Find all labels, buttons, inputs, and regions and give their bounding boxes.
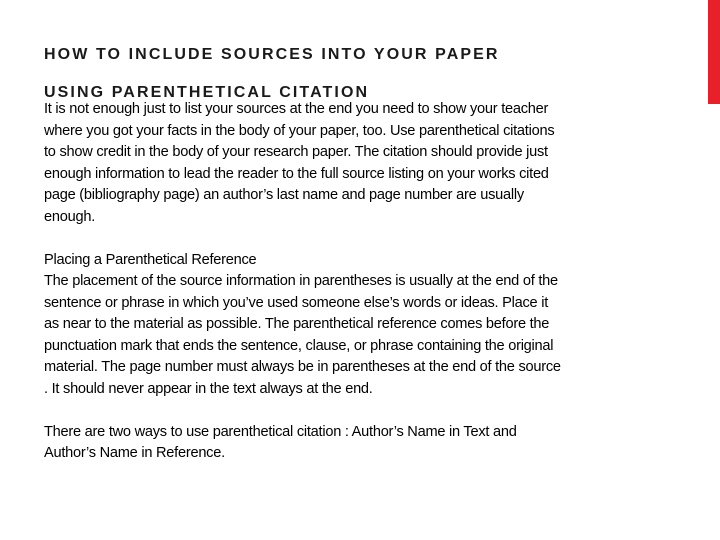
body-line: Placing a Parenthetical Reference (44, 251, 257, 268)
paragraph-intro (44, 99, 664, 228)
body-line: The placement of the source information in parentheses is usually at the end of the (44, 273, 558, 289)
body-line: page (bibliography page) an author’s last name and page number are usually (44, 187, 524, 203)
body-line: enough information to lead the reader to the full source listing on your works cited (44, 165, 549, 182)
body-line: material. The page number must always be in parentheses at the end of the source (44, 359, 561, 375)
body-line: to show credit in the body of your research paper. The citation should provide just (44, 144, 548, 160)
body-line: where you got your facts in the body of your paper, too. Use parenthetical citations (44, 122, 555, 139)
paragraph-placing (44, 250, 664, 401)
body-line: There are two ways to use parenthetical citation : Author’s Name in Text and (44, 423, 517, 440)
paragraph-gap (44, 400, 664, 422)
paragraph-gap (44, 228, 664, 250)
body-line: Author’s Name in Reference. (44, 445, 225, 461)
body-line: sentence or phrase in which you’ve used someone else’s words or ideas. Place it (44, 294, 549, 311)
body-line: as near to the material as possible. The parenthetical reference comes before the (44, 316, 550, 332)
title-line: USING PARENTHETICAL CITATION (44, 84, 370, 101)
body-line: . It should never appear in the text always at the end. (44, 380, 373, 397)
accent-bar (708, 0, 720, 104)
slide-body (44, 99, 664, 465)
body-line: punctuation mark that ends the sentence, clause, or phrase containing the original (44, 337, 554, 354)
title-line: HOW TO INCLUDE SOURCES INTO YOUR PAPER (44, 46, 500, 63)
body-line: It is not enough just to list your sources at the end you need to show your teacher (44, 101, 549, 117)
body-line: enough. (44, 208, 96, 225)
paragraph-ways (44, 422, 664, 465)
